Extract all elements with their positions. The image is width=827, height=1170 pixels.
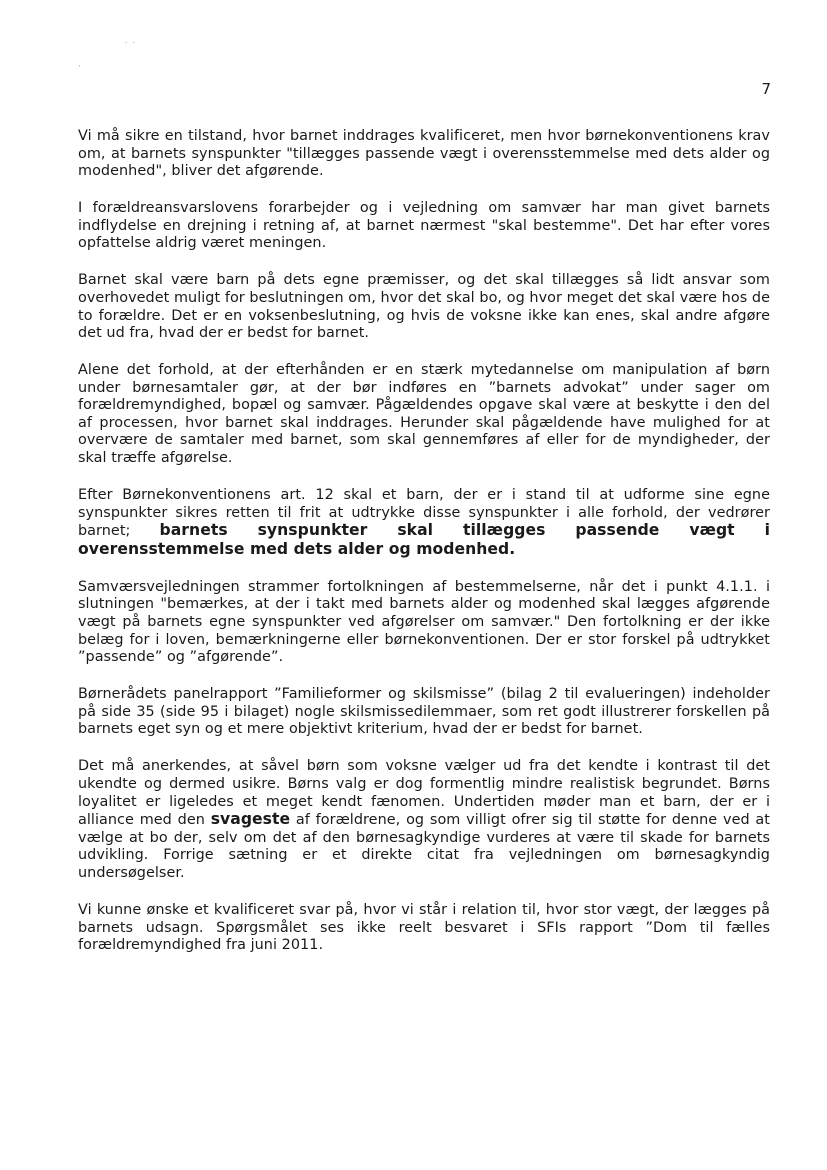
paragraph [78, 902, 770, 955]
bold-text: svageste [210, 810, 291, 829]
scan-speck: · [78, 62, 81, 72]
paragraph [78, 686, 770, 739]
page-number: 7 [761, 80, 771, 98]
document-body [78, 128, 770, 974]
text-segment: Barnet skal være barn på dets egne præmisser, og det skal tillægges så lidt ansvar som overhovedet muligt for beslutningen om, hvor det skal bo, og hvor meget det skal være hos de to forældre. Det er en voksenbeslutning, og hvis de voksne ikke kan enes, skal andre afgøre det ud fra, hvad der er bedst for barnet. [78, 272, 770, 342]
paragraph [78, 272, 770, 342]
text-segment: Det må anerkendes, at såvel børn som voksne vælger ud fra det kendte i kontrast til det ukendte og dermed usikre. Børns valg er dog formentlig mindre realistisk begrundet. Børns loyalitet er ligeledes et meget kendt fænomen. Undertiden møder man et barn, der er i alliance med den [78, 758, 770, 829]
text-segment: Efter Børnekonventionens art. 12 skal et barn, der er i stand til at udforme sine egne synspunkter sikres retten til frit at udtrykke disse synspunkter i alle forhold, der vedrører barnet; [78, 487, 770, 540]
text-segment: Børnerådets panelrapport ”Familieformer og skilsmisse” (bilag 2 til evalueringen) indeholder på side 35 (side 95 i bilaget) nogle skilsmissedilemmaer, som ret godt illustrerer forskellen på barnets eget syn og et mere objektivt kriterium, hvad der er bedst for barnet. [78, 686, 770, 738]
text-segment: af forældrene, og som villigt ofrer sig til støtte for denne ved at vælge at bo der, selv om det af den børnesagkyndige vurderes at være til skade for barnets udvikling. Forrige sætning er et direkte citat fra vejledningen om børnesagkyndig undersøgelser. [78, 812, 770, 881]
text-segment: Vi kunne ønske et kvalificeret svar på, hvor vi står i relation til, hvor stor vægt, der lægges på barnets udsagn. Spørgsmålet ses ikke reelt besvaret i SFIs rapport ”Dom til fælles forældremyndighed fra juni 2011. [78, 901, 770, 954]
paragraph [78, 362, 770, 468]
text-segment: Vi må sikre en tilstand, hvor barnet inddrages kvalificeret, men hvor børnekonventionens krav om, at barnets synspunkter "tillægges passende vægt i overensstemmelse med dets alder og modenhed", bliver det afgørende. [78, 128, 770, 180]
paragraph [78, 200, 770, 253]
paragraph [78, 128, 770, 181]
text-segment: Samværsvejledningen strammer fortolkningen af bestemmelserne, når det i punkt 4.1.1. i slutningen "bemærkes, at der i takt med barnets alder og modenhed skal lægges afgørende vægt på barnets egne synspunkter ved afgørelser om samvær." Den fortolkning er der ikke belæg for i loven, bemærkningerne eller børnekonventionen. Der er stor forskel på udtrykket ”passende” og ”afgørende”. [78, 578, 770, 666]
paragraph [78, 758, 770, 882]
text-segment: Alene det forhold, at der efterhånden er en stærk mytedannelse om manipulation af børn under børnesamtaler gør, at der bør indføres en ”barnets advokat” under sager om forældremyndighed, bopæl og samvær. Pågældendes opgave skal være at beskytte i den del af processen, hvor barnet skal inddrages. Herunder skal pågældende have mulighed for at overvære de samtaler med barnet, som skal gennemføres af eller for de myndigheder, der skal træffe afgørelse. [78, 362, 770, 467]
scan-speck: ˙ ˙ [124, 42, 136, 52]
paragraph [78, 487, 770, 559]
bold-text: barnets synspunkter skal tillægges passende vægt i overensstemmelse med dets alder og modenhed. [78, 521, 771, 558]
paragraph [78, 579, 770, 667]
text-segment: I forældreansvarslovens forarbejder og i vejledning om samvær har man givet barnets indflydelse en drejning i retning af, at barnet nærmest "skal bestemme". Det har efter vores opfattelse aldrig været meningen. [78, 200, 770, 252]
